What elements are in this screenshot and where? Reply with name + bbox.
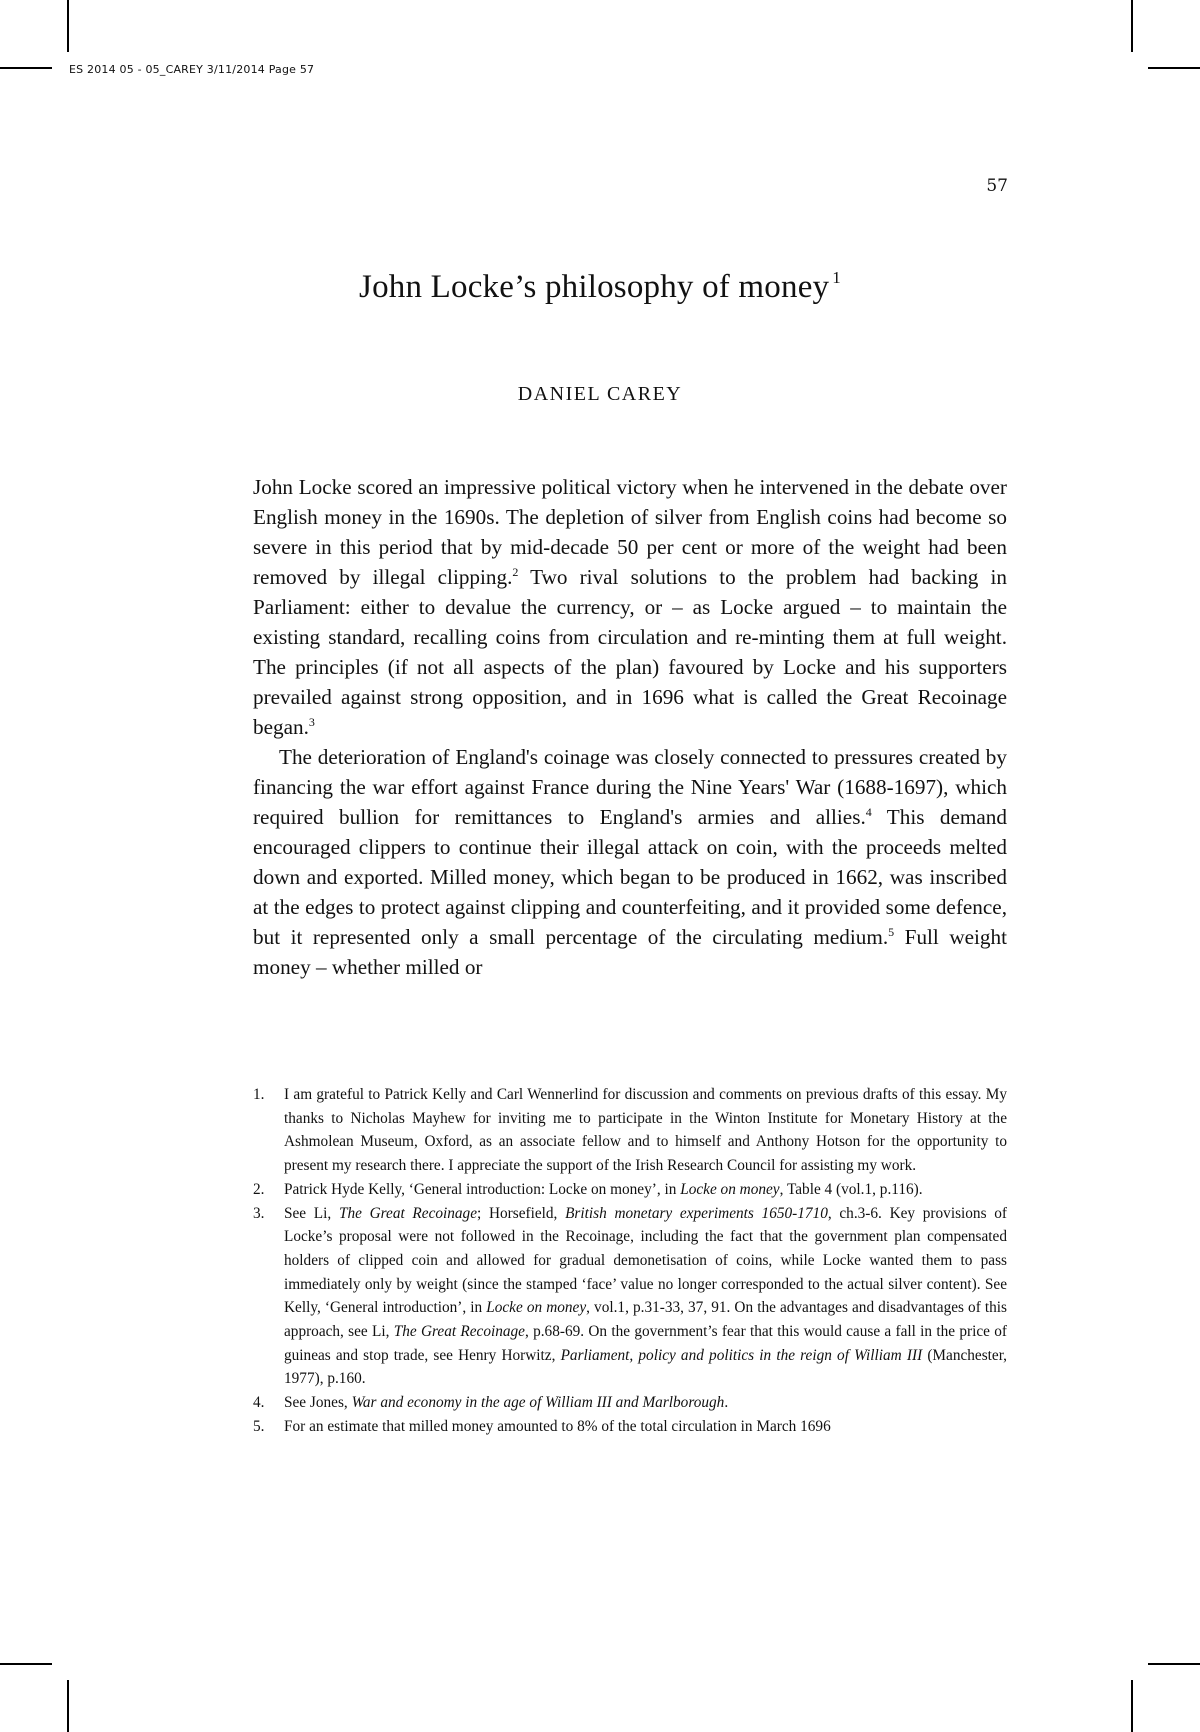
italic-title: The Great Recoinage — [338, 1204, 477, 1222]
italic-title: Parliament, policy and politics in the reign of William III — [560, 1346, 923, 1364]
crop-mark-top-left-horizontal — [0, 67, 52, 69]
text-run: , vol.1, p.31-33, 37, 91. On the advantages and disadvantages of this approach, see Li, — [284, 1299, 1007, 1341]
crop-mark-bottom-left-horizontal — [0, 1663, 52, 1665]
italic-title: British monetary experiments 1650-1710 — [565, 1204, 828, 1222]
text-run: Patrick Hyde Kelly, ‘General introduction: Locke on money’, in — [284, 1180, 681, 1198]
footnote-number: 2. — [253, 1180, 265, 1198]
text-run: Full weight money – whether milled or — [253, 925, 1007, 979]
crop-mark-bottom-left-vertical — [67, 1680, 69, 1732]
paragraph — [253, 472, 1007, 742]
crop-mark-top-right-vertical — [1131, 0, 1133, 52]
footnote-ref[interactable]: 4 — [865, 805, 872, 819]
body-text — [253, 472, 1007, 982]
footnote-ref[interactable]: 2 — [512, 565, 519, 579]
text-run: , Table 4 (vol.1, p.116). — [779, 1180, 923, 1198]
footnote — [253, 1391, 1007, 1415]
footnote-text — [284, 1394, 728, 1411]
text-run: I am grateful to Patrick Kelly and Carl Wennerlind for discussion and comments on previous drafts of this essay. My thanks to Nicholas Mayhew for inviting me to participate in the Winton Institute for Monetary History at the Ashmolean Museum, Oxford, as an associate fellow and to himself and Anthony Hotson for the opportunity to present my research there. I appreciate the support of the Irish Research Council for assisting my work. — [284, 1086, 1007, 1175]
footnote-text — [284, 1205, 1007, 1388]
footnote-text — [284, 1181, 923, 1198]
text-run: John Locke scored an impressive political victory when he intervened in the debate over English money in the 1690s. The depletion of silver from English coins had become so severe in this period that by mid-decade 50 per cent or more of the weight had been removed by illegal clipping. — [253, 475, 1007, 589]
crop-mark-top-right-horizontal — [1148, 67, 1200, 69]
title-footnote-ref[interactable]: 1 — [832, 268, 841, 287]
article-title — [0, 268, 1200, 306]
footnote-number: 1. — [253, 1086, 265, 1103]
crop-mark-bottom-right-vertical — [1131, 1680, 1133, 1732]
text-run: The deterioration of England's coinage was closely connected to pressures created by financing the war effort against France during the Nine Years' War (1688-1697), which required bullion for remittances to England's armies and allies. — [253, 745, 1007, 829]
text-run: (Manchester, 1977), p.160. — [284, 1346, 1007, 1388]
text-run: See Li, — [284, 1204, 339, 1222]
author-name: DANIEL CAREY — [517, 383, 683, 405]
paragraph — [253, 742, 1007, 982]
title-text: John Locke’s philosophy of money — [359, 269, 830, 305]
page-number: 57 — [986, 176, 1008, 196]
text-run: , ch.3-6. Key provisions of Locke’s proposal were not followed in the Recoinage, including the fact that the government plan compensated holders of clipped coin and allowed for gradual demonetisation of coins, while Locke wanted them to pass immediately only by weight (since the stamped ‘face’ value no longer corresponded to the actual silver content). See Kelly, ‘General introduction’, in — [284, 1204, 1007, 1317]
italic-title: Locke on money — [486, 1299, 587, 1317]
text-run: This demand encouraged clippers to continue their illegal attack on coin, with the proceeds melted down and exported. Milled money, which began to be produced in 1662, was inscribed at the edges to protect against clipping and counterfeiting, and it provided some defence, but it represented only a small percentage of the circulating medium. — [253, 805, 1007, 949]
footnotes — [253, 1083, 1007, 1439]
footnote — [253, 1083, 1007, 1178]
footnote-number: 3. — [253, 1204, 265, 1222]
print-slug: ES 2014 05 - 05_CAREY 3/11/2014 Page 57 — [69, 63, 315, 76]
footnote-ref[interactable]: 5 — [888, 925, 895, 939]
crop-mark-bottom-right-horizontal — [1148, 1663, 1200, 1665]
italic-title: The Great Recoinage — [393, 1323, 525, 1341]
footnote — [253, 1202, 1007, 1392]
footnote-number: 5. — [253, 1417, 265, 1435]
text-run: Two rival solutions to the problem had backing in Parliament: either to devalue the currency, or – as Locke argued – to maintain the existing standard, recalling coins from circulation and re-minting them at full weight. The principles (if not all aspects of the plan) favoured by Locke and his supporters prevailed against strong opposition, and in 1696 what is called the Great Recoinage began. — [253, 565, 1007, 739]
text-run: . — [724, 1394, 729, 1412]
footnote-ref[interactable]: 3 — [308, 715, 315, 729]
text-run: See Jones, — [284, 1394, 352, 1412]
footnote — [253, 1415, 1007, 1439]
crop-mark-top-left-vertical — [67, 0, 69, 52]
footnote-text — [284, 1418, 831, 1435]
footnote-number: 4. — [253, 1394, 265, 1412]
footnote-text — [284, 1086, 1007, 1174]
footnote — [253, 1178, 1007, 1202]
italic-title: Locke on money — [680, 1180, 780, 1198]
text-run: ; Horsefield, — [477, 1204, 566, 1222]
italic-title: War and economy in the age of William III and Marlborough — [351, 1394, 725, 1412]
text-run: , p.68-69. On the government’s fear that this would cause a fall in the price of guineas and stop trade, see Henry Horwitz, — [284, 1323, 1007, 1364]
text-run: For an estimate that milled money amounted to 8% of the total circulation in March 1696 — [284, 1417, 831, 1435]
